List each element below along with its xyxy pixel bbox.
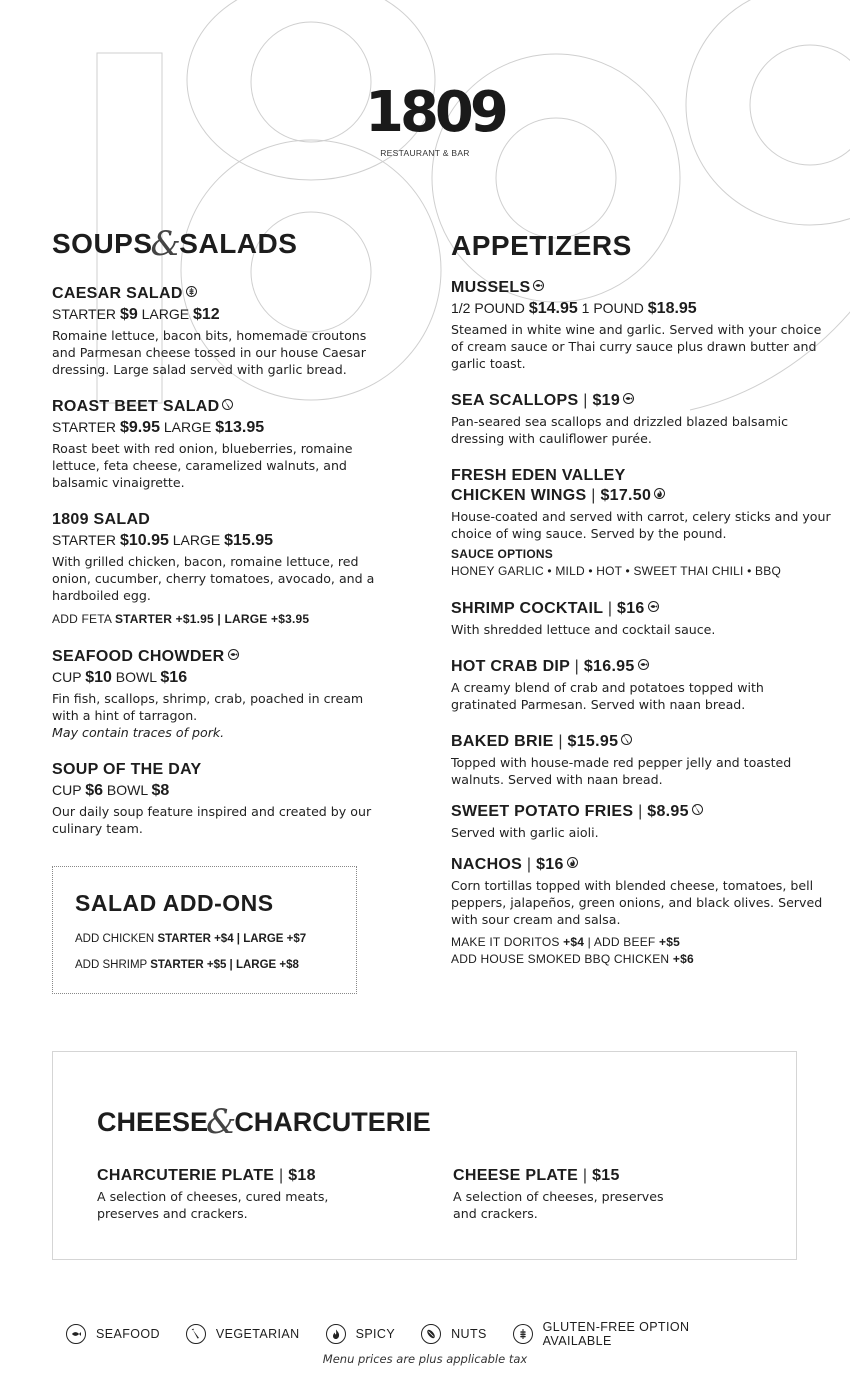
- title-part: SALADS: [179, 228, 298, 259]
- price-value: $13.95: [215, 419, 265, 436]
- vegetarian-icon: [222, 399, 233, 410]
- legend-item-spicy: [326, 1324, 396, 1344]
- item-name: CAESAR SALAD: [52, 285, 183, 302]
- addon-row-chicken: [75, 931, 334, 947]
- item-name: ROAST BEET SALAD: [52, 398, 220, 415]
- menu-item-mussels: [451, 278, 831, 372]
- price-line: [52, 417, 382, 438]
- menu-item-sweet-potato-fries: SWEET POTATO FRIES | $8.95 Served with garlic aioli.: [451, 802, 831, 841]
- price-label: 1 POUND: [581, 300, 644, 316]
- description-text: Fin fish, scallops, shrimp, crab, poached in cream with a hint of tarragon.: [52, 691, 364, 723]
- ampersand: &: [150, 224, 182, 264]
- menu-item-1809-salad: [52, 510, 382, 628]
- price-label: 1/2 POUND: [451, 300, 525, 316]
- item-addon-note: [52, 610, 382, 628]
- addon-detail: STARTER +$4 | LARGE +$7: [157, 933, 307, 945]
- addons-title: SALAD ADD-ONS: [75, 890, 274, 916]
- legend-item-seafood: [66, 1324, 160, 1344]
- seafood-icon: [648, 601, 659, 612]
- price-label: STARTER: [52, 532, 117, 548]
- ampersand: &: [206, 1102, 237, 1142]
- item-description: Corn tortillas topped with blended cheese, tomatoes, bell peppers, jalapeños, green onions, and black olives. Served with sour cream and salsa.: [451, 878, 823, 927]
- item-price: $18: [288, 1167, 316, 1184]
- nuts-icon: [421, 1324, 441, 1344]
- item-name: SHRIMP COCKTAIL: [451, 600, 604, 617]
- logo-mark: 1809: [365, 80, 505, 145]
- price-line: [52, 780, 382, 801]
- spicy-icon: [326, 1324, 346, 1344]
- price-label: CUP: [52, 669, 82, 685]
- price-value: $6: [85, 782, 103, 799]
- cheese-charcuterie-section: [52, 1051, 797, 1260]
- restaurant-logo: [365, 80, 505, 158]
- item-name: CHARCUTERIE PLATE: [97, 1167, 275, 1184]
- addon-prefix: ADD SHRIMP: [75, 959, 147, 971]
- price-line: [52, 667, 382, 688]
- item-price: $15.95: [567, 733, 619, 750]
- item-description: Roast beet with red onion, blueberries, romaine lettuce, feta cheese, caramelized walnuts, and balsamic vinaigrette.: [52, 441, 353, 490]
- price-value: $10.95: [119, 532, 169, 549]
- menu-item-soup-of-the-day: [52, 760, 382, 837]
- extra-label: ADD HOUSE SMOKED BBQ CHICKEN: [451, 952, 670, 966]
- price-label: LARGE: [163, 419, 212, 435]
- addon-prefix: ADD CHICKEN: [75, 933, 155, 945]
- menu-item-chicken-wings: FRESH EDEN VALLEY CHICKEN WINGS | $17.50 House-coated and served with carrot, celery sticks and your choice of wing sauce. Served by the pound. SAUCE OPTIONS HONEY GARLIC • MILD • HOT • SWEET THAI CHILI • BBQ: [451, 467, 831, 578]
- item-name-line1: FRESH EDEN VALLEY: [451, 467, 626, 484]
- item-name: CHICKEN WINGS: [451, 487, 587, 504]
- menu-item-caesar-salad: [52, 284, 382, 378]
- item-description: With grilled chicken, bacon, romaine lettuce, red onion, cucumber, cherry tomatoes, avocado, and a hardboiled egg.: [52, 554, 375, 603]
- item-name: BAKED BRIE: [451, 733, 554, 750]
- item-price: $15: [592, 1167, 620, 1184]
- legend-item-nuts: [421, 1324, 487, 1344]
- allergen-note: May contain traces of pork.: [52, 725, 225, 740]
- item-description: Steamed in white wine and garlic. Served with your choice of cream sauce or Thai curry sauce plus drawn butter and garlic toast.: [451, 322, 822, 371]
- extra-label: MAKE IT DORITOS: [451, 935, 560, 949]
- item-name: HOT CRAB DIP: [451, 658, 570, 675]
- legend-label: SEAFOOD: [96, 1327, 160, 1341]
- item-price: $8.95: [647, 803, 689, 820]
- price-label: BOWL: [106, 782, 148, 798]
- price-line: [451, 298, 831, 319]
- price-line: [52, 530, 382, 551]
- item-description: Our daily soup feature inspired and created by our culinary team.: [52, 804, 372, 836]
- menu-item-charcuterie-plate: CHARCUTERIE PLATE | $18 A selection of cheeses, cured meats, preserves and crackers.: [97, 1166, 417, 1222]
- sauce-options-title: SAUCE OPTIONS: [451, 547, 553, 561]
- price-label: LARGE: [141, 306, 190, 322]
- item-name: SEAFOOD CHOWDER: [52, 648, 225, 665]
- tax-note: Menu prices are plus applicable tax: [322, 1352, 528, 1366]
- menu-item-nachos: NACHOS | $16 Corn tortillas topped with blended cheese, tomatoes, bell peppers, jalapeños, green onions, and black olives. Served with sour cream and salsa. MAKE IT DORITOS +$4 | ADD BEEF +$5 ADD HOUSE SMOKED BBQ CHICKEN +$6: [451, 855, 831, 968]
- item-name: MUSSELS: [451, 279, 531, 296]
- note-prefix: ADD FETA: [52, 612, 112, 626]
- price-value: $18.95: [647, 300, 697, 317]
- price-value: $9: [119, 306, 138, 323]
- extra-price: +$4: [563, 935, 585, 949]
- dietary-legend: [66, 1320, 786, 1348]
- price-line: [52, 304, 382, 325]
- spicy-icon: [654, 488, 665, 499]
- price-value: $8: [151, 782, 170, 799]
- item-description: [52, 690, 382, 741]
- menu-item-baked-brie: BAKED BRIE | $15.95 Topped with house-made red pepper jelly and toasted walnuts. Served with naan bread.: [451, 732, 831, 788]
- seafood-icon: [623, 393, 634, 404]
- legend-item-vegetarian: [186, 1324, 300, 1344]
- price-value: $12: [192, 306, 220, 323]
- vegetarian-icon: [692, 804, 703, 815]
- seafood-icon: [533, 280, 544, 291]
- price-label: CUP: [52, 782, 82, 798]
- vegetarian-icon: [621, 734, 632, 745]
- logo-subtitle: RESTAURANT & BAR: [380, 148, 470, 158]
- item-description: A selection of cheeses, cured meats, preserves and crackers.: [97, 1189, 329, 1221]
- menu-item-roast-beet-salad: [52, 397, 382, 491]
- menu-item-shrimp-cocktail: SHRIMP COCKTAIL | $16 With shredded lettuce and cocktail sauce.: [451, 599, 831, 638]
- item-description: Romaine lettuce, bacon bits, homemade croutons and Parmesan cheese tossed in our house Caesar dressing. Large salad served with garlic bread.: [52, 328, 367, 377]
- legend-label: GLUTEN-FREE OPTION AVAILABLE: [542, 1320, 690, 1348]
- appetizers-section: [451, 230, 831, 968]
- title-part: CHARCUTERIE: [234, 1107, 431, 1137]
- legend-label: SPICY: [355, 1327, 396, 1341]
- sauce-options-list: HONEY GARLIC • MILD • HOT • SWEET THAI CHILI • BBQ: [451, 564, 781, 578]
- soups-salads-section: [52, 226, 382, 837]
- item-description: Pan-seared sea scallops and drizzled blazed balsamic dressing with cauliflower purée.: [451, 414, 789, 446]
- legend-label: VEGETARIAN: [215, 1327, 300, 1341]
- extra-price: +$6: [672, 952, 694, 966]
- item-name: SOUP OF THE DAY: [52, 761, 202, 778]
- gluten-free-icon: [513, 1324, 533, 1344]
- salad-addons-box: [52, 866, 357, 994]
- addon-detail: STARTER +$5 | LARGE +$8: [150, 959, 299, 971]
- menu-item-seafood-chowder: [52, 647, 382, 741]
- price-label: LARGE: [172, 532, 221, 548]
- nachos-extras-row: MAKE IT DORITOS +$4 | ADD BEEF +$5: [451, 935, 680, 949]
- section-title: [52, 224, 382, 264]
- price-value: $15.95: [224, 532, 274, 549]
- item-name: SEA SCALLOPS: [451, 392, 579, 409]
- legend-item-gluten-free: [513, 1320, 760, 1348]
- seafood-icon: [228, 649, 239, 660]
- title-part: SOUPS: [52, 228, 153, 259]
- item-name: CHEESE PLATE: [453, 1167, 579, 1184]
- item-description: A selection of cheeses, preserves and crackers.: [453, 1189, 664, 1221]
- spicy-icon: [567, 857, 578, 868]
- item-description: House-coated and served with carrot, celery sticks and your choice of wing sauce. Served by the pound.: [451, 509, 831, 541]
- price-label: STARTER: [52, 419, 117, 435]
- item-price: $17.50: [600, 487, 652, 504]
- menu-item-cheese-plate: CHEESE PLATE | $15 A selection of cheeses, preserves and crackers.: [453, 1166, 773, 1222]
- item-name: SWEET POTATO FRIES: [451, 803, 634, 820]
- item-price: $19: [592, 392, 621, 409]
- section-title: [97, 1100, 431, 1140]
- price-value: $10: [85, 669, 112, 686]
- seafood-icon: [638, 659, 649, 670]
- item-price: $16.95: [583, 658, 635, 675]
- vegetarian-icon: [186, 1324, 206, 1344]
- seafood-icon: [66, 1324, 86, 1344]
- section-title: APPETIZERS: [451, 230, 632, 261]
- price-label: BOWL: [115, 669, 157, 685]
- item-description: Served with garlic aioli.: [451, 825, 599, 840]
- extra-label: ADD BEEF: [593, 935, 656, 949]
- menu-item-sea-scallops: SEA SCALLOPS | $19 Pan-seared sea scallops and drizzled blazed balsamic dressing with cauliflower purée.: [451, 391, 831, 447]
- price-value: $9.95: [119, 419, 160, 436]
- legend-label: NUTS: [451, 1327, 487, 1341]
- price-value: $16: [160, 669, 188, 686]
- price-label: STARTER: [52, 306, 117, 322]
- item-description: A creamy blend of crab and potatoes topped with gratinated Parmesan. Served with naan bread.: [451, 680, 764, 712]
- extra-price: +$5: [659, 935, 680, 949]
- title-part: CHEESE: [97, 1107, 209, 1137]
- item-price: $16: [617, 600, 645, 617]
- gluten-free-icon: [186, 286, 197, 297]
- item-name: NACHOS: [451, 856, 523, 873]
- price-value: $14.95: [528, 300, 578, 317]
- menu-item-hot-crab-dip: HOT CRAB DIP | $16.95 A creamy blend of crab and potatoes topped with gratinated Parmesan. Served with naan bread.: [451, 657, 831, 713]
- item-price: $16: [536, 856, 564, 873]
- item-name: 1809 SALAD: [52, 511, 151, 528]
- nachos-extras-row: [451, 951, 831, 968]
- note-detail: STARTER +$1.95 | LARGE +$3.95: [114, 612, 310, 626]
- item-description: Topped with house-made red pepper jelly and toasted walnuts. Served with naan bread.: [451, 755, 792, 787]
- addon-row-shrimp: [75, 957, 334, 973]
- item-description: With shredded lettuce and cocktail sauce.: [451, 622, 716, 637]
